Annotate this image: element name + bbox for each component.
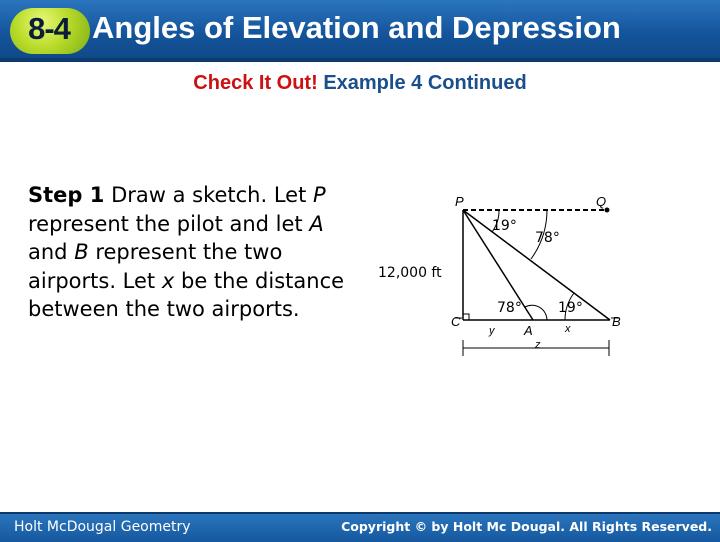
var-a: A bbox=[309, 211, 324, 236]
step-text-4: represent the two airports. Let bbox=[28, 240, 283, 293]
right-angle-marker bbox=[463, 314, 469, 320]
step-text-2: represent the pilot and let bbox=[28, 211, 303, 236]
footer-course: Holt McDougal Geometry bbox=[14, 519, 191, 535]
var-p: P bbox=[313, 183, 326, 207]
label-x: x bbox=[565, 323, 571, 335]
subtitle-highlight: Check It Out! bbox=[193, 72, 318, 94]
label-height: 12,000 ft bbox=[378, 265, 442, 281]
page-title: Angles of Elevation and Depression bbox=[92, 10, 621, 45]
label-p: P bbox=[455, 194, 464, 209]
segment-pb bbox=[463, 210, 610, 320]
label-b: B bbox=[612, 314, 621, 329]
var-x: x bbox=[161, 268, 175, 293]
label-q: Q bbox=[596, 194, 607, 209]
step-text-1: Draw a sketch. Let bbox=[111, 183, 307, 207]
header-bar bbox=[0, 0, 720, 62]
label-a: A bbox=[524, 323, 533, 338]
label-angle-top-outer: 78° bbox=[535, 230, 560, 246]
step-text-5: be the distance between the two airports. bbox=[28, 268, 345, 321]
elevation-diagram bbox=[375, 190, 635, 360]
label-angle-b: 19° bbox=[558, 300, 583, 316]
footer-copyright: Copyright © by Holt Mc Dougal. All Rights Reserved. bbox=[341, 519, 712, 534]
var-b: B bbox=[74, 240, 89, 264]
label-angle-a: 78° bbox=[497, 300, 522, 316]
label-c: C bbox=[451, 314, 461, 329]
footer-bar bbox=[0, 512, 720, 542]
step-text-3: and bbox=[28, 240, 68, 264]
lesson-number: 8-4 bbox=[28, 11, 70, 46]
header-stripe bbox=[0, 58, 720, 62]
label-y: y bbox=[489, 325, 495, 337]
label-angle-top-inner: 19° bbox=[492, 218, 517, 234]
label-z: z bbox=[535, 339, 541, 351]
step-instructions bbox=[28, 181, 368, 324]
step-label: Step 1 bbox=[28, 183, 105, 207]
subtitle-rest: Example 4 Continued bbox=[323, 72, 527, 94]
slide-subtitle bbox=[0, 72, 720, 95]
